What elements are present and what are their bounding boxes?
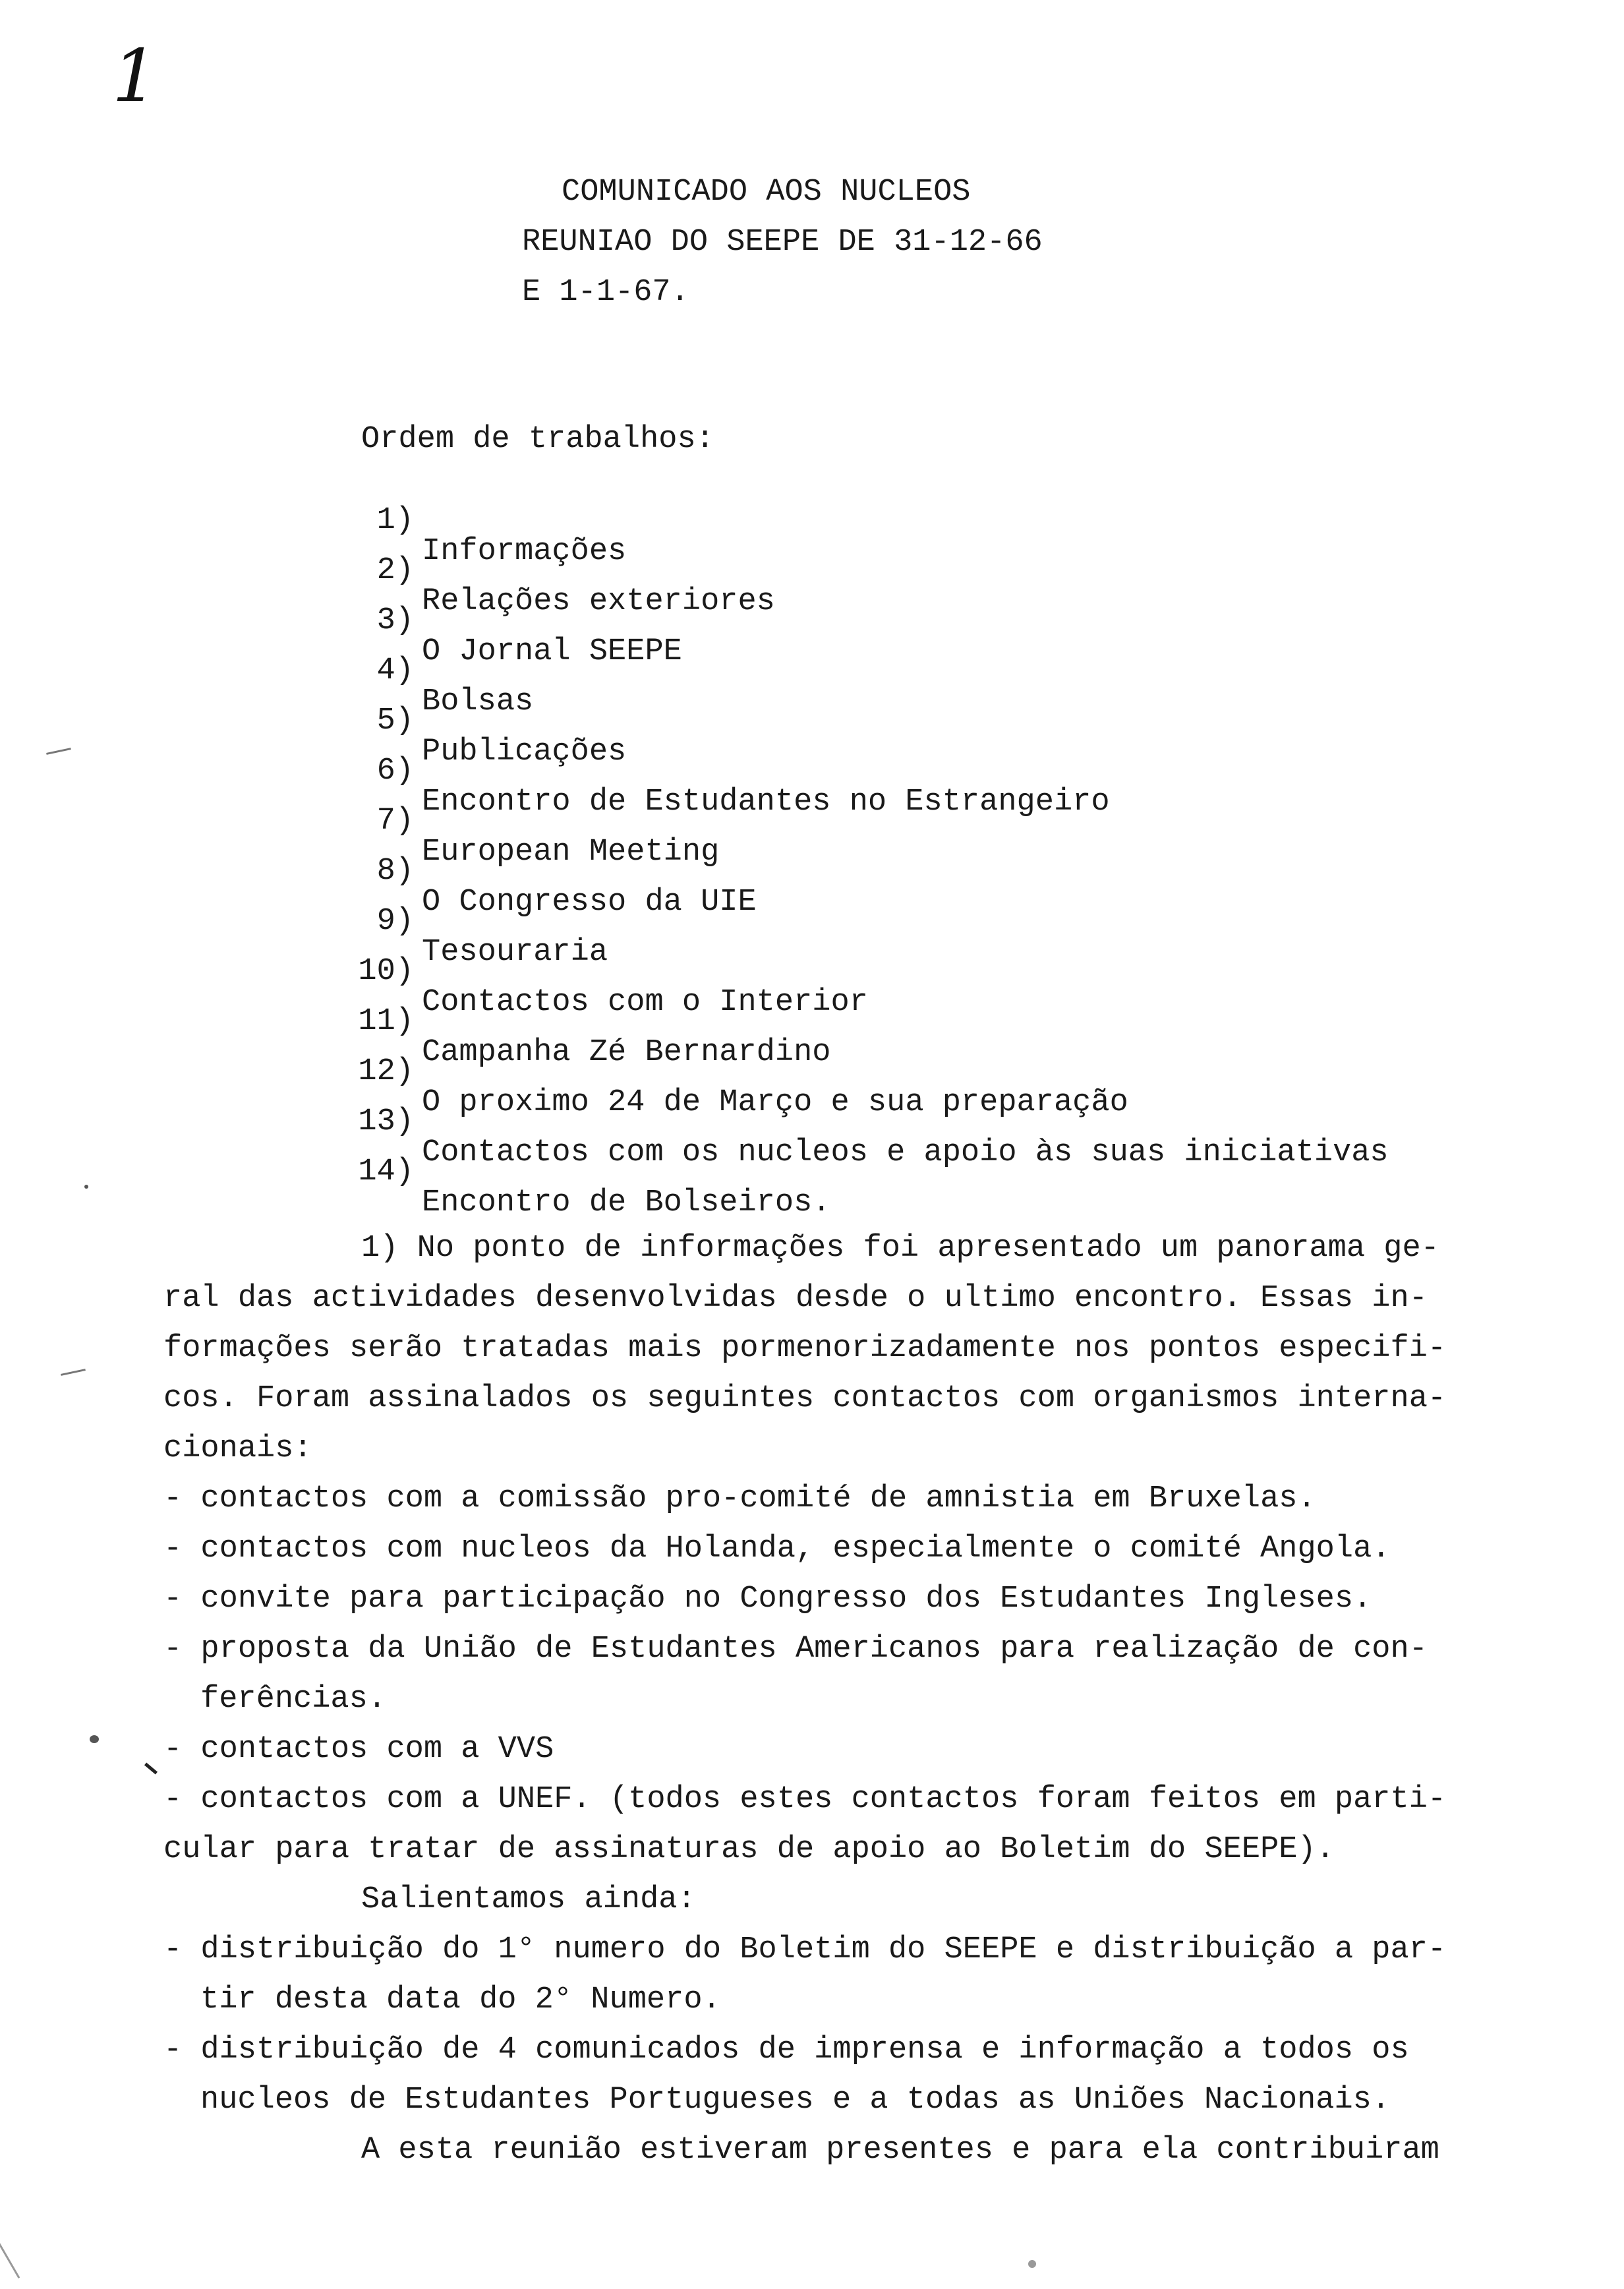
agenda-item-number: 4)	[376, 653, 414, 688]
scan-speck	[84, 1185, 88, 1189]
pen-mark	[90, 1735, 99, 1743]
list-item: - contactos com nucleos da Holanda, especialmente o comité Angola.	[163, 1531, 1391, 1566]
agenda-item-label: Encontro de Bolseiros.	[422, 1185, 831, 1220]
agenda-item-label: O proximo 24 de Março e sua preparação	[422, 1085, 1128, 1120]
list-item-continuation: tir desta data do 2° Numero.	[200, 1982, 721, 2017]
agenda-item-number: 8)	[376, 854, 414, 889]
agenda-item	[0, 1125, 831, 1249]
agenda-item-label: Campanha Zé Bernardino	[422, 1035, 831, 1070]
header-date: E 1-1-67.	[522, 275, 689, 310]
agenda-item-number: 5)	[376, 703, 414, 738]
agenda-item-label: Publicações	[422, 734, 627, 769]
list-item: - proposta da União de Estudantes Americanos para realização de con-	[163, 1632, 1428, 1667]
agenda-item-number: 6)	[376, 754, 414, 788]
paragraph-line: cionais:	[163, 1431, 312, 1466]
agenda-item-label: Relações exteriores	[422, 584, 775, 619]
list-item-continuation: nucleos de Estudantes Portugueses e a todas as Uniões Nacionais.	[200, 2083, 1391, 2118]
paragraph-line: Salientamos ainda:	[361, 1882, 696, 1917]
paragraph-line: cos. Foram assinalados os seguintes contactos com organismos interna-	[163, 1381, 1447, 1416]
list-item: - convite para participação no Congresso dos Estudantes Ingleses.	[163, 1582, 1372, 1617]
page-number: 1	[112, 34, 158, 118]
agenda-item-label: Encontro de Estudantes no Estrangeiro	[422, 785, 1110, 819]
agenda-item-number: 11)	[358, 1004, 414, 1039]
agenda-item-number: 12)	[358, 1054, 414, 1089]
header-meeting: REUNIAO DO SEEPE DE 31-12-66	[522, 225, 1043, 260]
list-item-continuation: ferências.	[200, 1682, 387, 1717]
list-item: - contactos com a comissão pro-comité de amnistia em Bruxelas.	[163, 1481, 1316, 1516]
agenda-item-label: Bolsas	[422, 684, 534, 719]
paragraph-line: A esta reunião estiveram presentes e para ela contribuiram	[361, 2133, 1439, 2168]
agenda-item-label: Informações	[422, 534, 627, 569]
agenda-item-number: 7)	[376, 804, 414, 839]
paragraph-line: ral das actividades desenvolvidas desde o ultimo encontro. Essas in-	[163, 1281, 1428, 1316]
agenda-item-label: O Jornal SEEPE	[422, 634, 682, 669]
agenda-title: Ordem de trabalhos:	[361, 422, 714, 457]
header-title: COMUNICADO AOS NUCLEOS	[562, 175, 971, 210]
list-item-continuation: cular para tratar de assinaturas de apoio ao Boletim do SEEPE).	[163, 1832, 1335, 1867]
agenda-item-label: O Congresso da UIE	[422, 885, 757, 920]
pen-mark	[144, 1763, 158, 1775]
agenda-item-number: 13)	[358, 1104, 414, 1139]
scan-speck	[1028, 2260, 1036, 2268]
scan-mark	[0, 2238, 20, 2278]
paragraph-line: formações serão tratadas mais pormenorizadamente nos pontos especifi-	[163, 1331, 1447, 1366]
agenda-item-number: 14)	[358, 1154, 414, 1189]
agenda-item-number: 10)	[358, 954, 414, 989]
list-item: - contactos com a UNEF. (todos estes contactos foram feitos em parti-	[163, 1782, 1447, 1817]
agenda-item-number: 1)	[376, 503, 414, 538]
agenda-item-label: Contactos com os nucleos e apoio às suas iniciativas	[422, 1135, 1389, 1170]
agenda-item-label: Tesouraria	[422, 935, 608, 970]
scan-mark	[61, 1369, 86, 1376]
agenda-item-number: 2)	[376, 553, 414, 588]
agenda-item-label: Contactos com o Interior	[422, 985, 868, 1020]
list-item: - contactos com a VVS	[163, 1732, 554, 1767]
agenda-item-number: 9)	[376, 904, 414, 939]
paragraph-line: 1) No ponto de informações foi apresentado um panorama ge-	[361, 1231, 1439, 1266]
list-item: - distribuição de 4 comunicados de imprensa e informação a todos os	[163, 2033, 1409, 2067]
agenda-item-number: 3)	[376, 603, 414, 638]
agenda-item-label: European Meeting	[422, 835, 720, 870]
list-item: - distribuição do 1° numero do Boletim do SEEPE e distribuição a par-	[163, 1932, 1447, 1967]
